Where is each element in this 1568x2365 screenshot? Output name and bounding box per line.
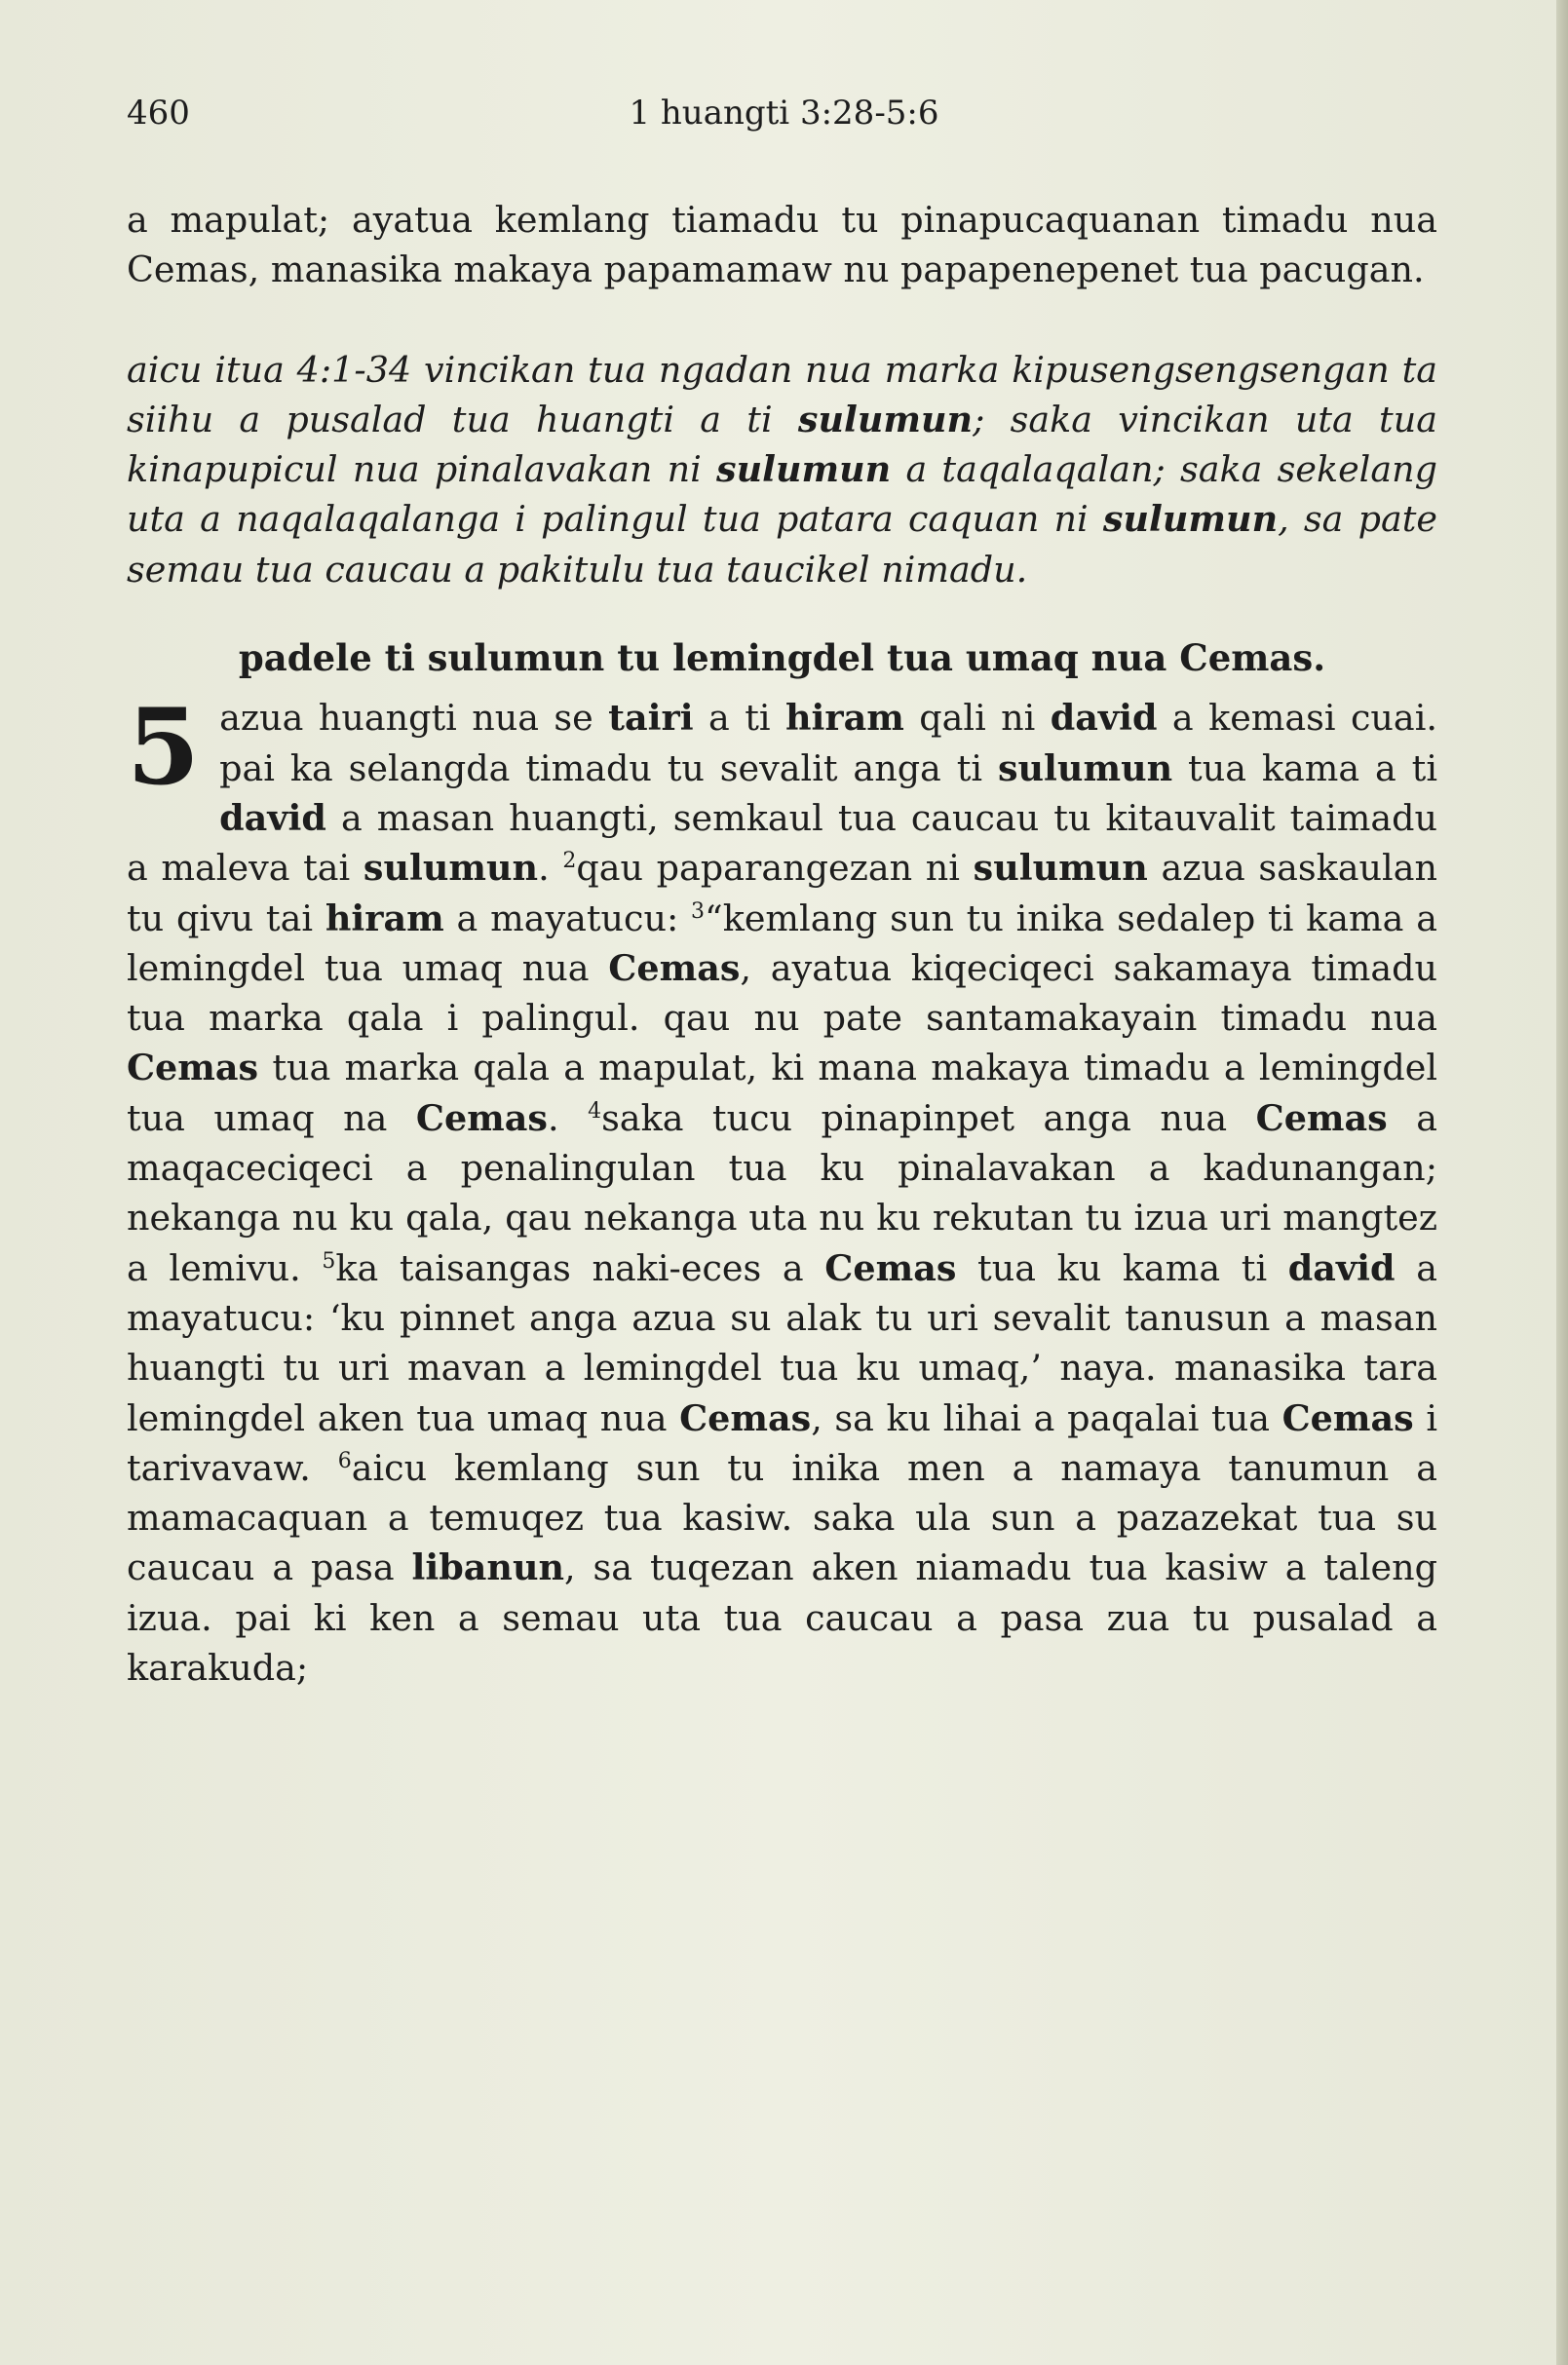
chapter-introduction: aicu itua 4:1-34 vincikan tua ngadan nua marka kipusengsengsengan ta siihu a pusalad tua huangti a ti sulumun; saka vincikan uta tua kinapupicul nua pinalavakan ni sulumun a taqalaqalan; saka sekelang uta a naqalaqalanga i palingul tua patara caquan ni sulumun, sa pate semau tua caucau a pakitulu tua taucikel nimadu. <box>127 348 1437 591</box>
chapter-5-text: 5 azua huangti nua se tairi a ti hiram qali ni david a kemasi cuai. pai ka selangda timadu tu sevalit anga ti sulumun tua kama a ti david a masan huangti, semkaul tua caucau tu kitauvalit taimadu a maleva tai sulumun. $^2$qau paparangezan ni sulumun azua saskaulan tu qivu tai hiram a mayatucu: $^3$“kemlang sun tu inika sedalep ti kama a lemingdel tua umaq nua Cemas, ayatua kiqeciqeci sakamaya timadu tua marka qala i palingul. qau nu pate santamakayain timadu nua Cemas tua marka qala a mapulat, ki mana makaya timadu a lemingdel tua umaq na Cemas. $^4$saka tucu pinapinpet anga nua Cemas a maqaceciqeci a penalingulan tua ku pinalavakan a kadunangan; nekanga nu ku qala, qau nekanga uta nu ku rekutan tu izua uri mangtez a lemivu. $^5$ka taisangas naki-eces a Cemas tua ku kama ti david a mayatucu: ‘ku pinnet anga azua su alak tu uri sevalit tanusun a masan huangti tu uri mavan a lemingdel tua ku umaq,’ naya. manasika tara lemingdel aken tua umaq nua Cemas, sa ku lihai a paqalai tua Cemas i tarivavaw. $^6$aicu kemlang sun tu inika men a namaya tanumun a mamacaquan a temuqez tua kasiw. saka ula sun a pazazekat tua su caucau a pasa libanun, sa tuqezan aken niamadu tua kasiw a taleng izua. pai ki ken a semau uta tua caucau a pasa zua tu pusalad a karakuda; <box>127 686 1438 1690</box>
verse-number: 3 <box>691 898 706 924</box>
page-number: 460 <box>127 94 190 133</box>
page-body <box>127 195 1437 1693</box>
continuation-paragraph: a mapulat; ayatua kemlang tiamadu tu pinapucaquanan timadu nua Cemas, manasika makaya papamamaw nu papapenepenet tua pacugan. <box>127 199 1437 291</box>
verse-number: 6 <box>337 1448 352 1473</box>
chapter-number: 5 <box>127 686 201 810</box>
verse-number: 2 <box>562 849 577 874</box>
page-edge <box>1556 0 1568 2365</box>
verse-number: 4 <box>588 1098 602 1124</box>
section-heading: padele ti sulumun tu lemingdel tua umaq nua Cemas. <box>238 636 1326 680</box>
page-header <box>0 94 1568 152</box>
verse-number: 5 <box>322 1248 336 1274</box>
running-head: 1 huangti 3:28-5:6 <box>629 94 939 133</box>
